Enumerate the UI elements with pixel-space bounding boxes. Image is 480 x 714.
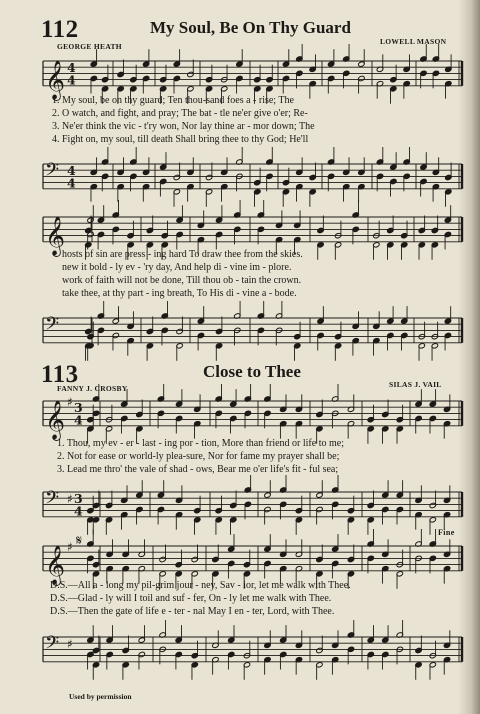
sharp-key-signature-icon: ♯: [67, 395, 73, 409]
hymn-112-verses-top: [52, 94, 315, 146]
verse-line: 4. Fight on, my soul, till death Shall bring thee to thy God; He'll: [52, 134, 309, 145]
hymn-112-verses-bottom: [62, 248, 303, 300]
treble-clef-icon: 𝄞: [45, 215, 66, 256]
hymn-113-number: 113: [41, 361, 79, 388]
treble-clef-icon: 𝄞: [45, 544, 66, 585]
note-group: [85, 301, 452, 361]
bass-clef-icon: 𝄢: [45, 633, 60, 658]
verse-line: work of faith will not be done, Till thou ob - tain the crown.: [62, 275, 302, 286]
time-signature-top: 3: [74, 400, 83, 415]
verse-line: 2. Not for ease or world-ly plea-sure, Nor for fame my prayer shall be;: [57, 451, 340, 462]
hymn-113-chorus: [50, 579, 351, 618]
staff-lines: [43, 318, 462, 343]
staff-lines: [43, 217, 462, 242]
note-group: [90, 147, 452, 207]
bass-clef-icon: 𝄢: [45, 314, 60, 339]
time-signature-bottom: 4: [74, 503, 83, 519]
note-group: [87, 384, 451, 444]
time-signature-top: 4: [67, 163, 76, 178]
hymn-113-music-credit: SILAS J. VAIL: [389, 380, 442, 389]
treble-clef-icon: 𝄞: [45, 59, 66, 100]
time-signature-bottom: 4: [67, 175, 76, 191]
verse-line: 3. Ne'er think the vic - t'ry won, Nor lay thine ar - mor down; The: [52, 121, 315, 132]
hymn-112-number: 112: [41, 16, 79, 43]
hymn-113-verses: [57, 437, 344, 476]
staff-system-4-bass: [0, 627, 480, 677]
staff-system-2-bass: [0, 308, 480, 358]
chorus-line: D.S.—Glad - ly will I toil and suf - fer, On - ly let me walk with Thee.: [50, 593, 332, 604]
hymn-113-words-credit: FANNY J. CROSBY: [57, 384, 128, 393]
verse-line: 1. My soul, be on thy guard; Ten thou-sand foes a - rise; The: [52, 95, 294, 106]
verse-line: 1. Thou, my ev - er - last - ing por - tion, More than friend or life to me;: [57, 438, 344, 449]
verse-line: take thee, at thy part - ing breath, To His di - vine a - bode.: [62, 288, 297, 299]
chorus-line: D.S.—Then the gate of life e - ter - nal May I en - ter, Lord, with Thee.: [50, 606, 335, 617]
chorus-line: D.S.—All a - long my pil-grim jour - ney, Sav - ior, let me walk with Thee.: [50, 580, 351, 591]
sharp-key-signature-icon: ♯: [67, 540, 73, 554]
time-signature-top: 4: [67, 60, 76, 75]
verse-line: hosts of sin are press - ing hard To draw thee from the skies.: [62, 249, 303, 260]
verse-line: 2. O watch, and fight, and pray; The bat - tle ne'er give o'er; Re-: [52, 108, 308, 119]
staff-system-3-treble: [0, 391, 480, 441]
permission-note: Used by permission: [69, 692, 132, 701]
fine-marking: Fine: [438, 528, 455, 537]
sharp-key-signature-icon: ♯: [67, 637, 73, 651]
note-group: [87, 620, 451, 680]
note-group: [87, 475, 451, 535]
verse-line: new it bold - ly ev - 'ry day, And help di - vine im - plore.: [62, 262, 292, 273]
verse-line: 3. Lead me thro' the vale of shad - ows, Bear me o'er life's fit - ful sea;: [57, 464, 339, 475]
time-signature-top: 3: [74, 491, 83, 506]
sharp-key-signature-icon: ♯: [67, 492, 73, 506]
hymn-113-title: Close to Thee: [203, 362, 301, 381]
bass-clef-icon: 𝄢: [45, 160, 60, 185]
bass-clef-icon: 𝄢: [45, 488, 60, 513]
staff-system-1-bass: [0, 154, 480, 204]
treble-clef-icon: 𝄞: [45, 399, 66, 440]
hymn-112-title: My Soul, Be On Thy Guard: [150, 18, 351, 37]
staff-lines: [43, 637, 462, 662]
time-signature-bottom: 4: [67, 72, 76, 88]
time-signature-bottom: 4: [74, 412, 83, 428]
hymn-112-words-credit: GEORGE HEATH: [57, 42, 122, 51]
segno-icon: 𝄋: [76, 533, 83, 549]
hymn-112-music-credit: LOWELL MASON: [380, 37, 447, 46]
staff-system-3-bass: [0, 482, 480, 532]
